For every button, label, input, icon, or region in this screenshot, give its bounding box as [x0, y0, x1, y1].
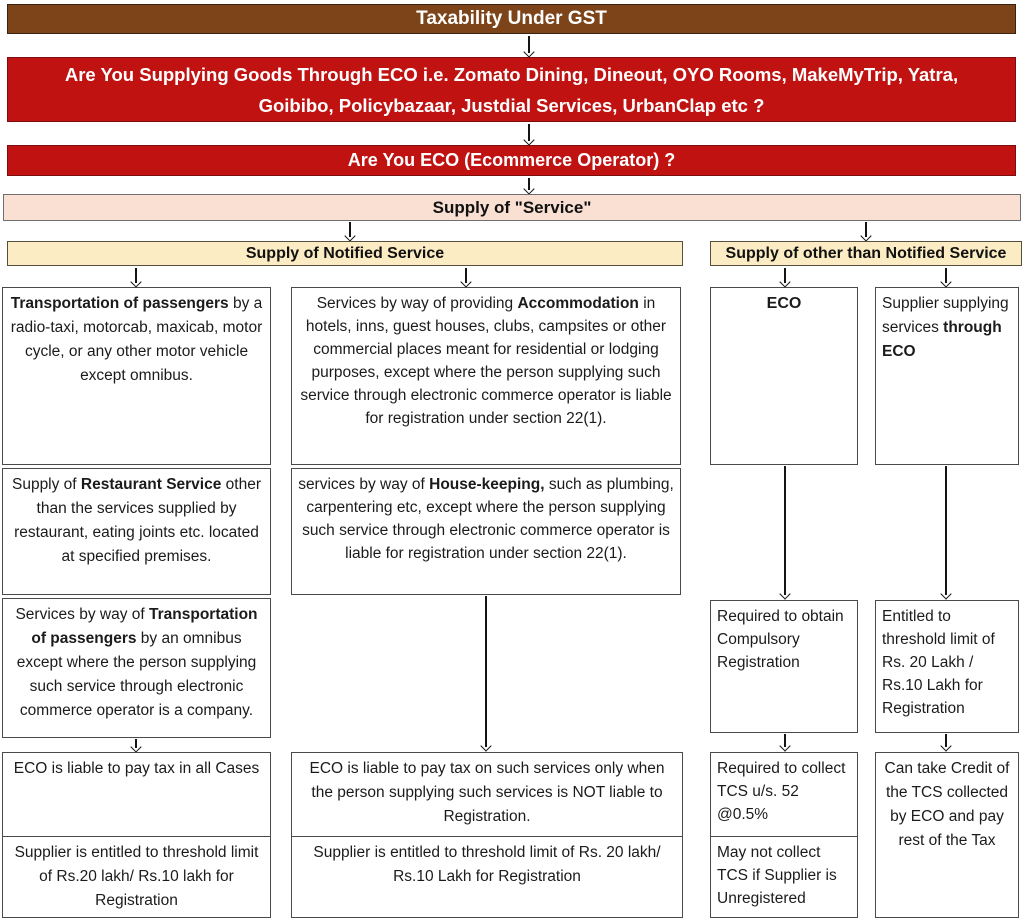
tcs-credit-text: Can take Credit of the TCS collected by ECO and pay rest of the Tax [884, 760, 1010, 849]
arrow-notified-to-accommodation [460, 268, 472, 286]
arrow-title-to-question-goods [523, 36, 535, 56]
box-restaurant-service: Supply of Restaurant Service other than the services supplied by restaurant, eating joints etc. located at specified premises. [2, 468, 271, 595]
box-supplier-threshold-col1 [2, 836, 271, 918]
question-goods-bar [7, 57, 1016, 122]
title-bar [7, 4, 1016, 34]
arrow-question-eco-to-service [523, 178, 535, 193]
box-tcs-unregistered [710, 836, 858, 918]
page-title: Taxability Under GST [416, 8, 607, 29]
arrow-threshold-to-tcs-credit [940, 734, 952, 750]
box-eco-liable-conditional [291, 752, 683, 837]
box-eco [710, 287, 858, 465]
box-accommodation: Services by way of providing Accommodation in hotels, inns, guest houses, clubs, campsites or other commercial places meant for residential or lodging purposes, except where the person supplying such service through electronic commerce operator is liable for registration under section 22(1). [291, 287, 681, 465]
arrow-question-goods-to-question-eco [523, 124, 535, 144]
box-transportation-radio-taxi: Transportation of passengers by a radio-taxi, motorcab, maxicab, motor cycle, or any other motor vehicle except omnibus. [2, 287, 271, 465]
arrow-omnibus-to-eco-liable [130, 739, 142, 751]
threshold-entitlement-text: Entitled to threshold limit of Rs. 20 Lakh / Rs.10 Lakh for Registration [882, 608, 995, 717]
box-tcs-credit [875, 752, 1019, 918]
supplier-threshold-col2-text: Supplier is entitled to threshold limit of Rs. 20 lakh/ Rs.10 Lakh for Registration [313, 843, 661, 885]
arrow-notified-to-transportation [130, 268, 142, 286]
arrow-eco-to-compulsory-registration [779, 466, 791, 598]
supply-service-text: Supply of "Service" [432, 197, 592, 217]
box-transportation-omnibus: Services by way of Transportation of passengers by an omnibus except where the person supplying such service through electronic commerce operator is a company. [2, 598, 271, 738]
arrow-service-to-notified [344, 222, 356, 240]
other-than-notified-header [710, 241, 1022, 266]
eco-box-label: ECO [766, 295, 802, 312]
supply-service-bar [3, 194, 1021, 221]
question-goods-text: Are You Supplying Goods Through ECO i.e. Zomato Dining, Dineout, OYO Rooms, MakeMyTrip, Yatra, Goibibo, Policybazaar, Justdial Services, UrbanClap etc ? [64, 63, 959, 116]
box-threshold-entitlement [875, 600, 1019, 733]
compulsory-registration-text: Required to obtain Compulsory Registration [717, 608, 844, 671]
supplier-threshold-col1-text: Supplier is entitled to threshold limit of Rs.20 lakh/ Rs.10 lakh for Registration [14, 843, 259, 909]
other-than-notified-header-text: Supply of other than Notified Service [725, 244, 1007, 262]
tcs-unregistered-text: May not collect TCS if Supplier is Unregistered [717, 843, 837, 907]
question-eco-text: Are You ECO (Ecommerce Operator) ? [347, 150, 676, 170]
arrow-service-to-other [860, 222, 872, 240]
box-tcs-collection [710, 752, 858, 837]
eco-liable-conditional-text: ECO is liable to pay tax on such services only when the person supplying such services is NOT liable to Registration. [309, 760, 665, 825]
eco-liable-all-cases-text: ECO is liable to pay tax in all Cases [13, 760, 260, 777]
box-eco-liable-all-cases [2, 752, 271, 837]
arrow-supplier-to-threshold [940, 466, 952, 598]
box-supplier-through-eco: Supplier supplying services through ECO [875, 287, 1019, 465]
box-house-keeping: services by way of House-keeping, such as plumbing, carpentering etc, except where the person supplying such service through electronic commerce operator is liable for registration under section 22(1). [291, 468, 681, 595]
question-eco-bar [7, 145, 1016, 176]
box-compulsory-registration [710, 600, 858, 733]
box-supplier-threshold-col2 [291, 836, 683, 918]
notified-service-header [7, 241, 683, 266]
arrow-other-to-supplier [940, 268, 952, 286]
arrow-housekeeping-to-eco-liable-conditional [480, 596, 492, 750]
arrow-registration-to-tcs [779, 734, 791, 750]
tcs-collection-text: Required to collect TCS u/s. 52 @0.5% [717, 760, 846, 823]
arrow-other-to-eco [779, 268, 791, 286]
notified-service-header-text: Supply of Notified Service [245, 244, 445, 262]
